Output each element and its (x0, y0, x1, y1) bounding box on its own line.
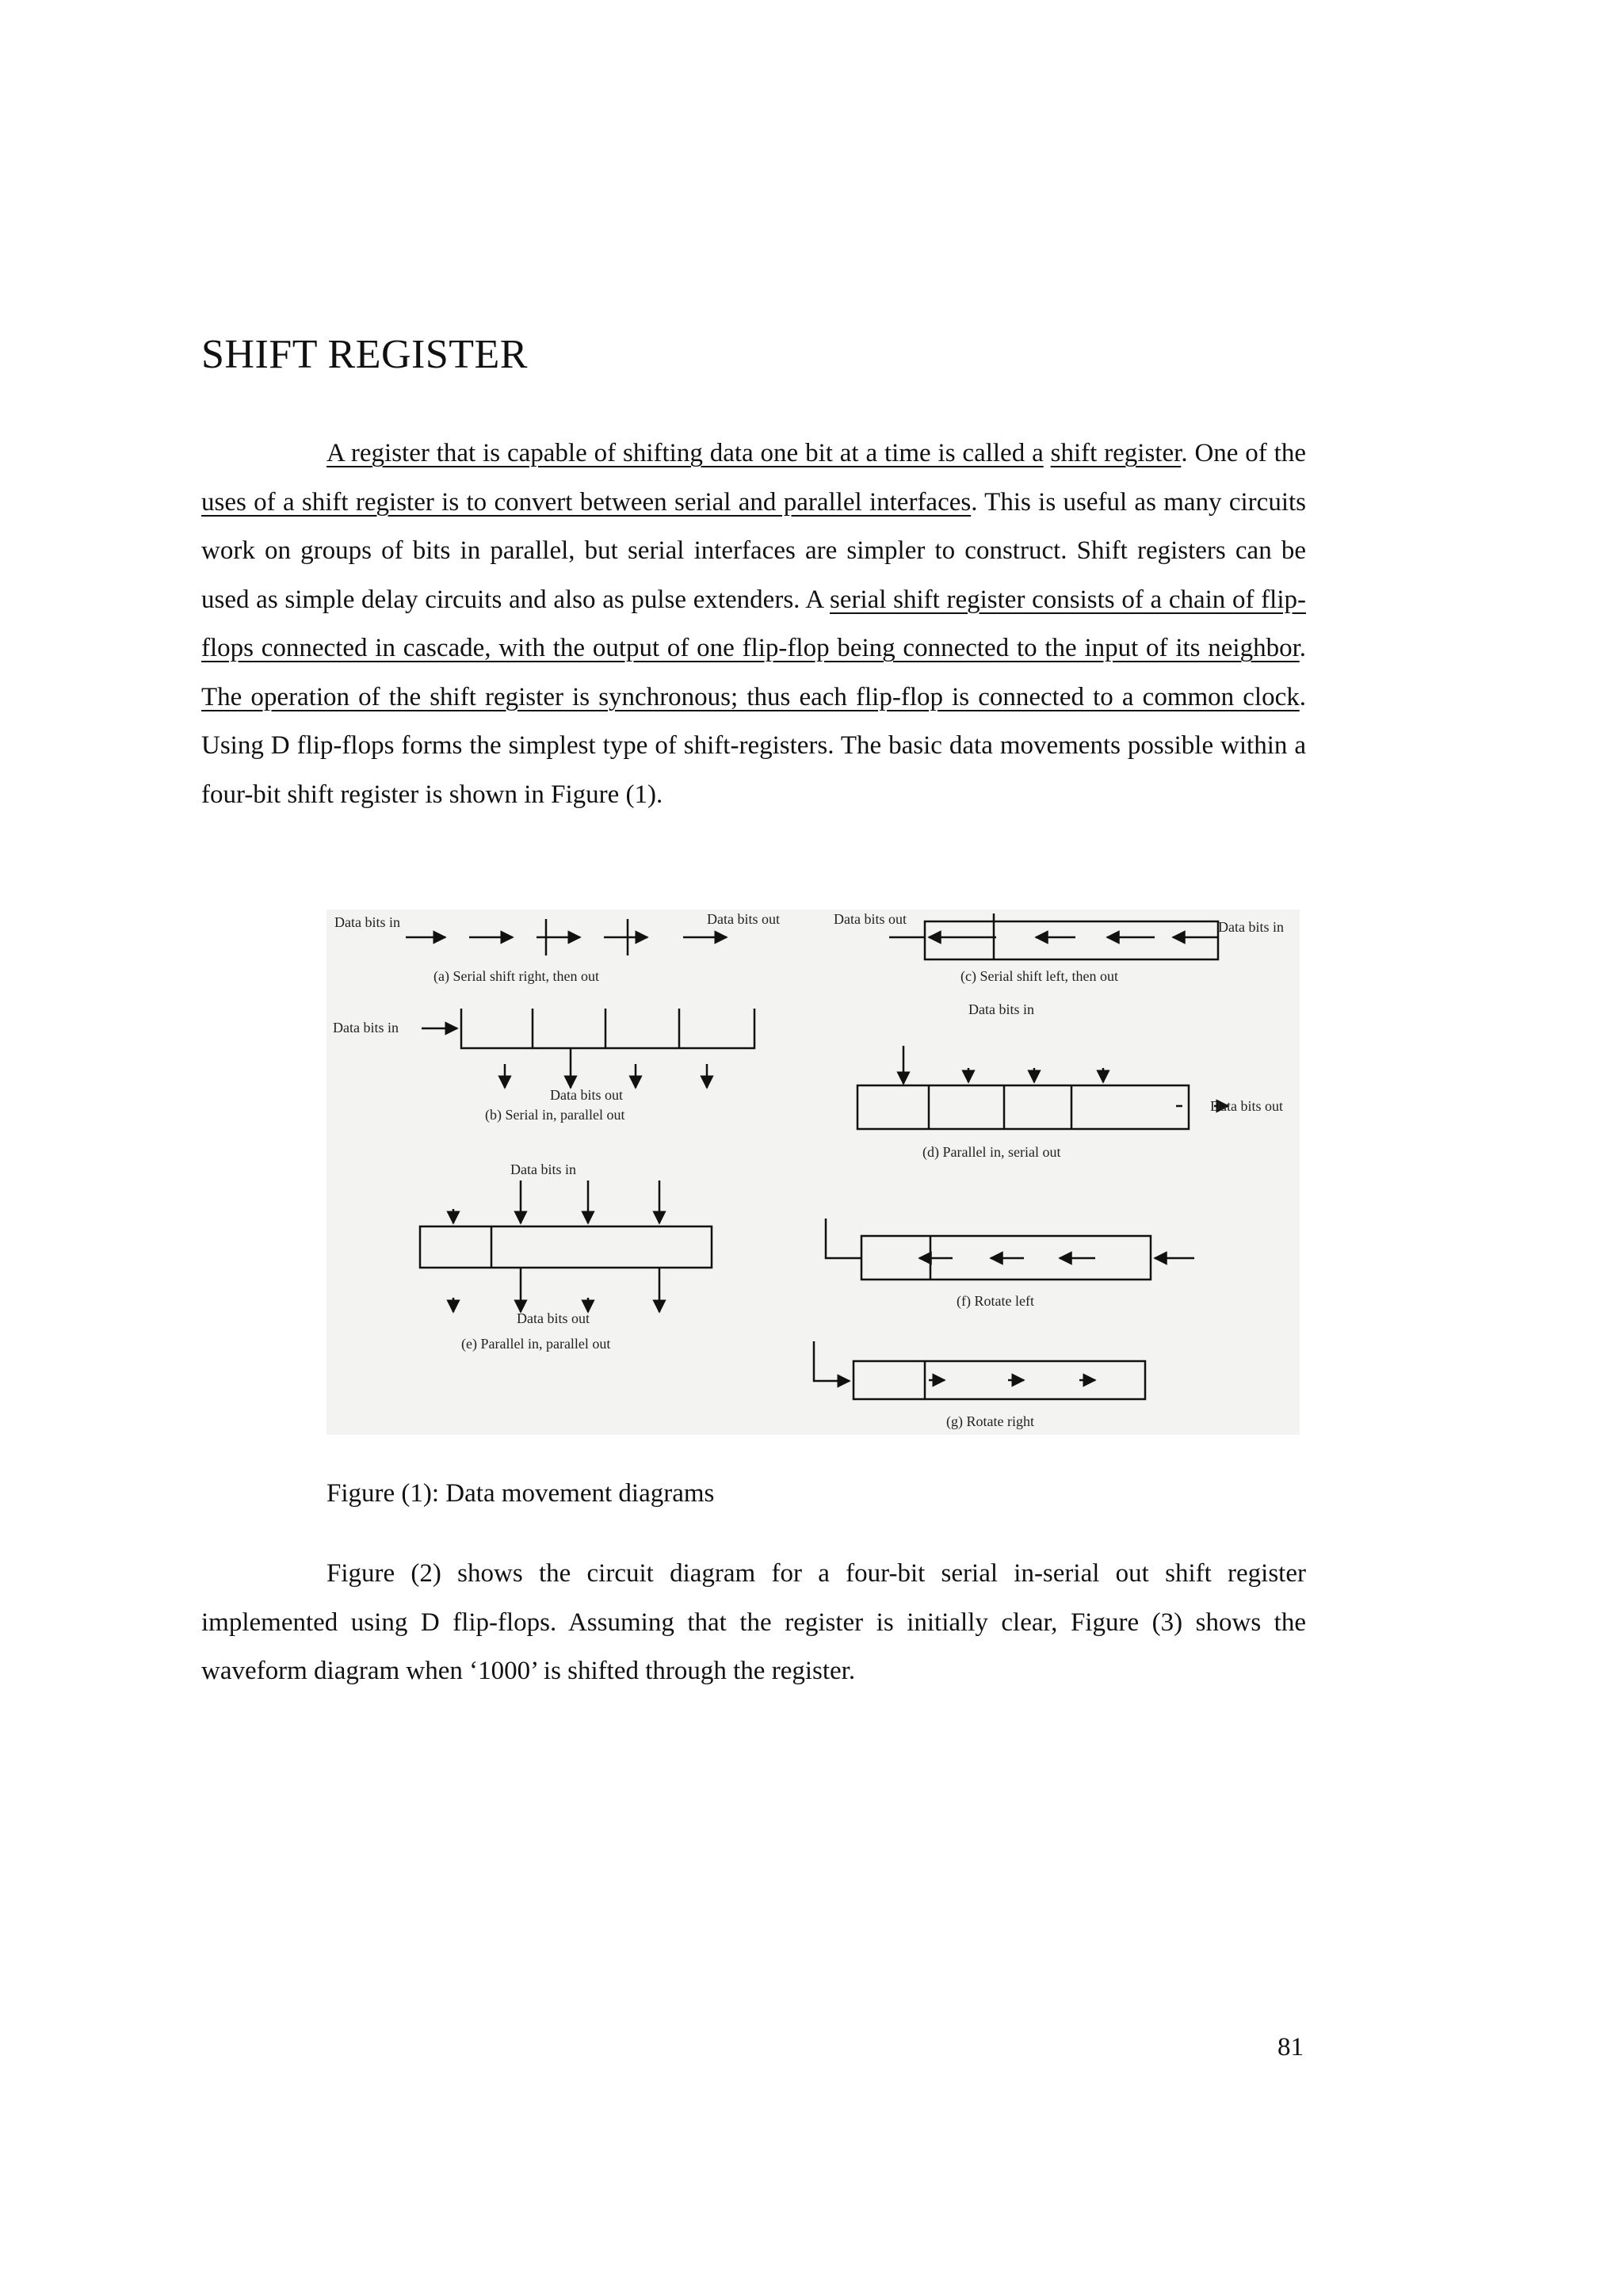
caption-f: (f) Rotate left (957, 1293, 1034, 1309)
diagram-d-parallel-in-serial-out (857, 1046, 1228, 1129)
underlined-synchronous: The operation of the shift register is synchronous; thus each flip-flop is connected to a common clock (201, 682, 1300, 711)
page-number: 81 (1277, 2033, 1304, 2061)
label-b-in: Data bits in (333, 1020, 399, 1035)
diagram-g-rotate-right (814, 1341, 1145, 1399)
underlined-term: shift register (1050, 439, 1182, 467)
label-c-in: Data bits in (1218, 919, 1284, 935)
caption-c: (c) Serial shift left, then out (960, 968, 1118, 984)
label-d-in: Data bits in (968, 1001, 1034, 1017)
paragraph-intro: A register that is capable of shifting data one bit at a time is called a shift register. One of the uses of a shift register is to convert between serial and parallel interfaces. This is useful as many circuits work on groups of bits in parallel, but serial interfaces are simpler to construct. Shift registers can be used as simple delay circuits and also as pulse extenders. A serial shift register consists of a chain of flip-flops connected in cascade, with the output of one flip-flop being connected to the input of its neighbor. The operation of the shift register is synchronous; thus each flip-flop is connected to a common clock. Using D flip-flops forms the simplest type of shift-registers. The basic data movements possible within a four-bit shift register is shown in Figure (1). (201, 439, 1306, 809)
caption-b: (b) Serial in, parallel out (485, 1107, 625, 1123)
paragraph-figure-reference: Figure (2) shows the circuit diagram for a four-bit serial in-serial out shift register implemented using D flip-flops. Assuming that the register is initially clear, Figure (3) shows the waveform diagram when ‘1000’ is shifted through the register. (201, 1559, 1306, 1685)
caption-e: (e) Parallel in, parallel out (461, 1336, 611, 1352)
diagram-a-serial-shift-right (406, 919, 727, 955)
data-movement-figure (327, 910, 1300, 1435)
label-a-in: Data bits in (334, 914, 400, 930)
underlined-uses: uses of a shift register is to convert between serial and parallel interfaces (201, 487, 972, 517)
label-b-out: Data bits out (550, 1087, 623, 1103)
diagram-c-serial-shift-left (889, 913, 1218, 959)
data-movement-diagram (327, 910, 1300, 1435)
label-e-out: Data bits out (517, 1310, 590, 1326)
underlined-serial-definition: serial shift register consists of a chain of flip-flops connected in cascade, with the output of one flip-flop being connected to the input of its neighbor (201, 585, 1306, 662)
label-e-in: Data bits in (510, 1161, 576, 1177)
diagram-e-parallel-in-parallel-out (420, 1180, 712, 1312)
label-d-out: Data bits out (1210, 1098, 1283, 1114)
caption-d: (d) Parallel in, serial out (922, 1144, 1061, 1160)
caption-g: (g) Rotate right (946, 1413, 1034, 1429)
caption-a: (a) Serial shift right, then out (433, 968, 599, 984)
label-a-out: Data bits out (707, 911, 780, 927)
diagram-b-serial-in-parallel-out (422, 1009, 754, 1088)
figure-caption: Figure (1): Data movement diagrams (327, 1479, 715, 1508)
underlined-definition: A register that is capable of shifting data one bit at a time is called a (327, 439, 1044, 467)
label-c-out: Data bits out (834, 911, 907, 927)
page-title: SHIFT REGISTER (201, 332, 528, 377)
diagram-f-rotate-left (826, 1219, 1194, 1280)
